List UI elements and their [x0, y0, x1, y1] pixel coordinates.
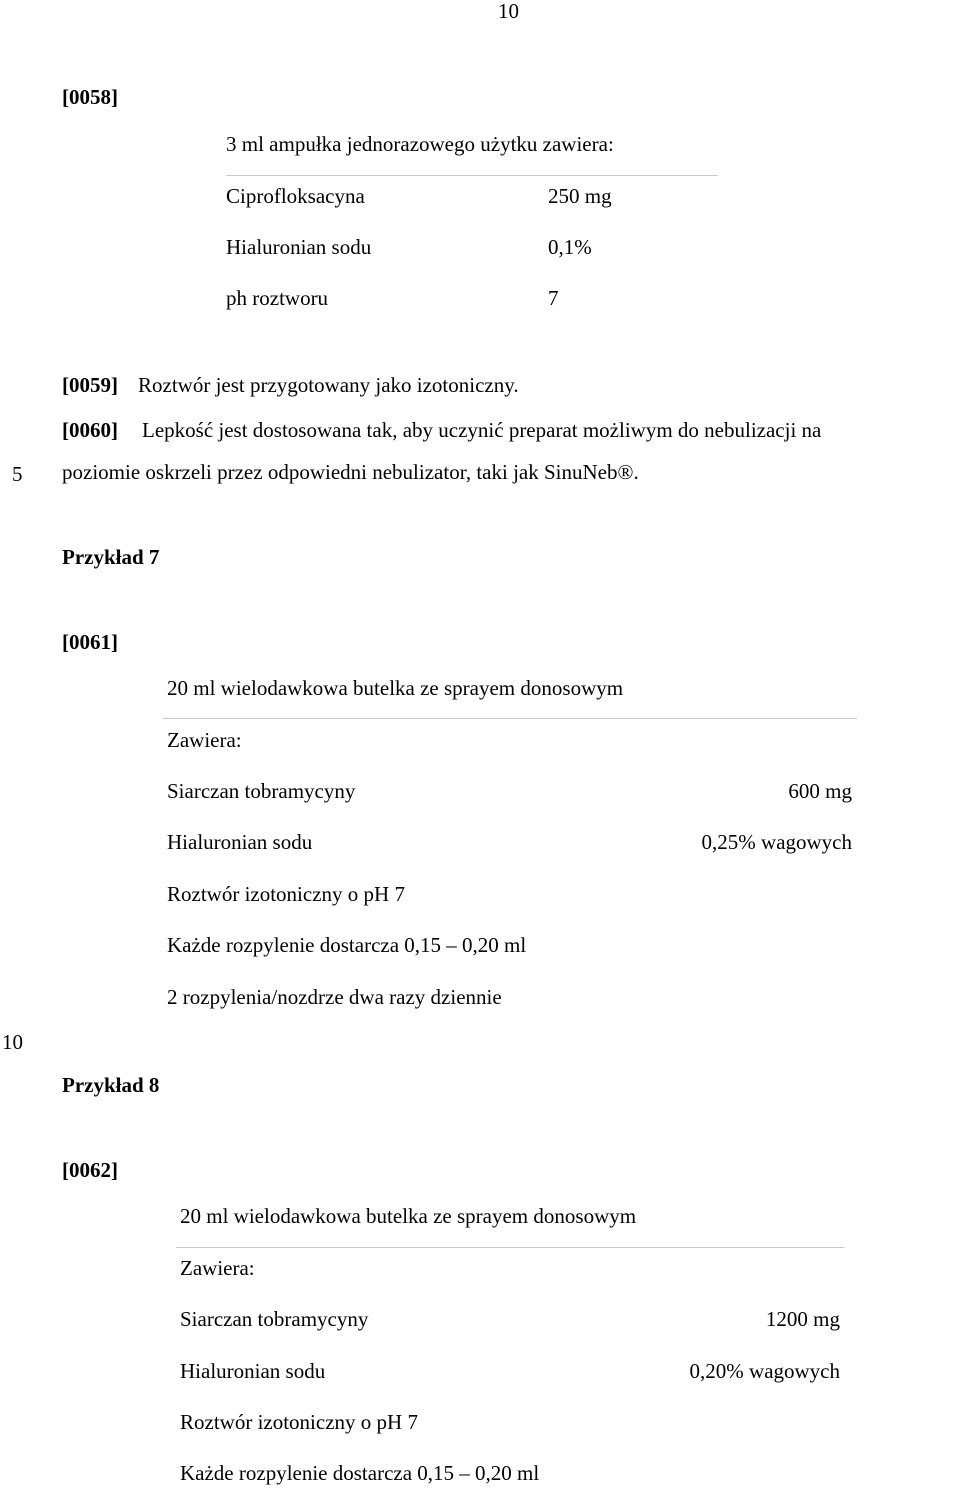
- paragraph-text-0060-line1: Lepkość jest dostosowana tak, aby uczynić preparat możliwym do nebulizacji na: [142, 418, 822, 442]
- ingredient-value: 0,25% wagowych: [701, 830, 852, 854]
- table-rule-0061: [163, 718, 857, 719]
- page-number: 10: [498, 0, 519, 23]
- table-rule-0058: [226, 175, 718, 176]
- ingredient-name: Ciprofloksacyna: [226, 184, 365, 208]
- formulation-note: 2 rozpylenia/nozdrze dwa razy dziennie: [167, 985, 502, 1009]
- ingredient-name: Hialuronian sodu: [167, 830, 313, 854]
- paragraph-tag-0062: [0062]: [62, 1158, 118, 1182]
- table-rule-0062: [176, 1247, 844, 1248]
- paragraph-tag-0060: [0060]: [62, 418, 118, 442]
- contains-label: Zawiera:: [167, 728, 242, 752]
- formulation-note: Roztwór izotoniczny o pH 7: [167, 882, 405, 906]
- paragraph-tag-0061: [0061]: [62, 630, 118, 654]
- ingredient-name: Hialuronian sodu: [180, 1359, 326, 1383]
- formulation-title-0062: 20 ml wielodawkowa butelka ze sprayem donosowym: [180, 1204, 637, 1228]
- ingredient-name: ph roztworu: [226, 286, 329, 310]
- ingredient-value: 0,20% wagowych: [689, 1359, 840, 1383]
- ingredient-value: 1200 mg: [765, 1307, 840, 1331]
- line-number-5: 5: [12, 462, 23, 486]
- ingredient-value: 600 mg: [788, 779, 852, 803]
- ingredient-value: 250 mg: [548, 184, 612, 208]
- contains-label: Zawiera:: [180, 1256, 255, 1280]
- ingredient-value: 0,1%: [548, 235, 592, 259]
- formulation-note: Roztwór izotoniczny o pH 7: [180, 1410, 418, 1434]
- ingredient-value: 7: [548, 286, 559, 310]
- formulation-title-0058: 3 ml ampułka jednorazowego użytku zawiera:: [226, 132, 614, 156]
- paragraph-tag-0059: [0059]: [62, 373, 118, 397]
- example-7-heading: Przykład 7: [62, 545, 160, 569]
- ingredient-name: Hialuronian sodu: [226, 235, 372, 259]
- formulation-title-0061: 20 ml wielodawkowa butelka ze sprayem donosowym: [167, 676, 624, 700]
- formulation-note: Każde rozpylenie dostarcza 0,15 – 0,20 ml: [167, 933, 527, 957]
- ingredient-name: Siarczan tobramycyny: [167, 779, 356, 803]
- paragraph-text-0059: Roztwór jest przygotowany jako izotoniczny.: [138, 373, 519, 397]
- line-number-10: 10: [2, 1030, 23, 1054]
- example-8-heading: Przykład 8: [62, 1073, 160, 1097]
- paragraph-text-0060-line2: poziomie oskrzeli przez odpowiedni nebulizator, taki jak SinuNeb®.: [62, 460, 639, 484]
- formulation-note: Każde rozpylenie dostarcza 0,15 – 0,20 ml: [180, 1461, 540, 1485]
- ingredient-name: Siarczan tobramycyny: [180, 1307, 369, 1331]
- paragraph-tag-0058: [0058]: [62, 85, 118, 109]
